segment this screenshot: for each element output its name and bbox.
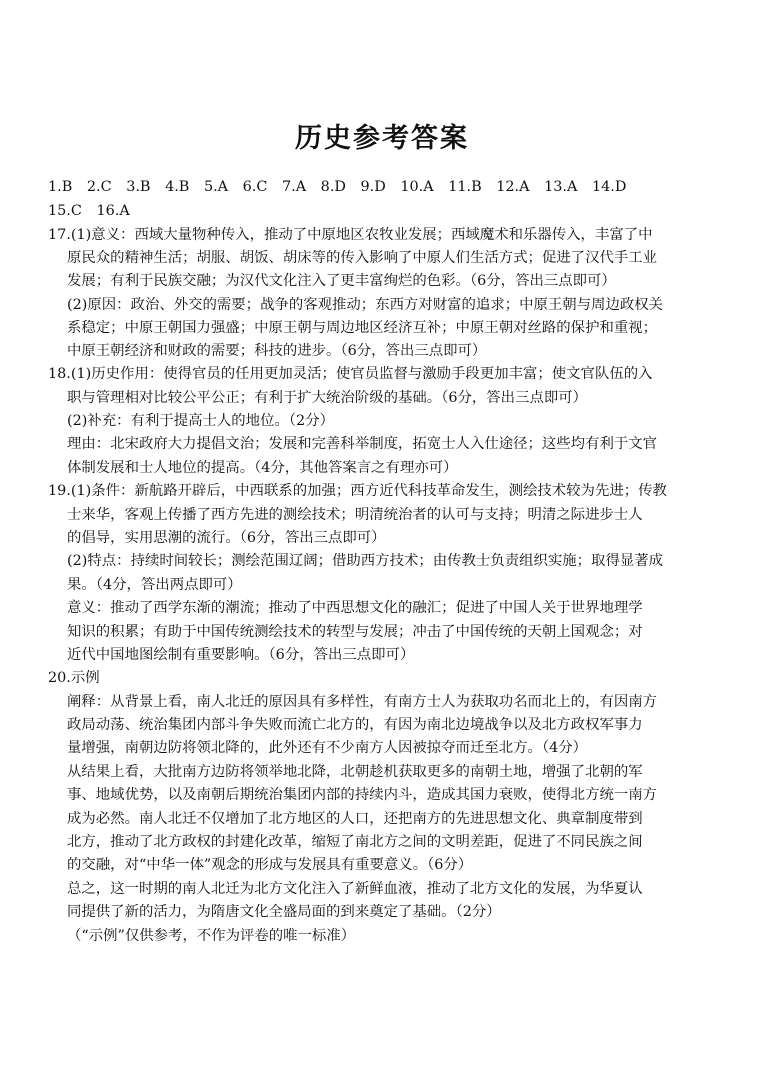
q20-note: （“示例”仅供参考，不作为评卷的唯一标准） — [67, 928, 356, 944]
q18-line: 体制发展和士人地位的提高。（4分，其他答案言之有理亦可） — [67, 460, 458, 476]
q20-line: 政局动荡、统治集团内部斗争失败而流亡北方的，有因为南北边境战争以及北方政权军事力 — [67, 717, 643, 733]
q19-line: 的倡导，实用思潮的流行。（6分，答出三点即可） — [67, 530, 386, 546]
q18-line: 职与管理相对比较公平公正；有利于扩大统治阶级的基础。（6分，答出三点即可） — [67, 390, 588, 406]
q17-line: (2)原因：政治、外交的需要；战争的客观推动；东西方对财富的追求；中原王朝与周边政权关 — [67, 297, 664, 313]
q20-line: 量增强，南朝边防将领北降的，此外还有不少南方人因被掠夺而迁至北方。（4分） — [67, 740, 588, 756]
mcq-answers-row-2: 15.C 16.A — [48, 203, 130, 219]
q20-line: 事、地域优势，以及南朝后期统治集团内部的持续内斗，造成其国力衰败，使得北方统一南方 — [67, 787, 658, 803]
q19-line: 士来华，客观上传播了西方先进的测绘技术；明清统治者的认可与支持；明清之际进步士人 — [67, 507, 643, 523]
q19-line: 19.(1)条件：新航路开辟后，中西联系的加强；西方近代科技革命发生，测绘技术较为先进；传教 — [48, 483, 667, 499]
q17-line: 原民众的精神生活；胡服、胡饭、胡床等的传入影响了中原人们生活方式；促进了汉代手工业 — [67, 250, 658, 266]
q17-line: 中原王朝经济和财政的需要；科技的进步。（6分，答出三点即可） — [67, 343, 487, 359]
q20-line: 的交融，对“中华一体”观念的形成与发展具有重要意义。（6分） — [67, 857, 473, 873]
q20-line: 总之，这一时期的南人北迁为北方文化注入了新鲜血液，推动了北方文化的发展，为华夏认 — [67, 881, 643, 897]
q17-line: 发展；有利于民族交融；为汉代文化注入了更丰富绚烂的色彩。（6分，答出三点即可） — [67, 273, 616, 289]
mcq-answers-row-1: 1.B 2.C 3.B 4.B 5.A 6.C 7.A 8.D 9.D 10.A 11.B 12.A 13.A 14.D — [48, 179, 627, 195]
q17-line: 17.(1)意义：西域大量物种传入，推动了中原地区农牧业发展；西域魔术和乐器传入，丰富了中 — [48, 227, 653, 243]
q20-line: 阐释：从背景上看，南人北迁的原因具有多样性，有南方士人为获取功名而北上的，有因南方 — [67, 694, 658, 710]
q19-line: 意义：推动了西学东渐的潮流；推动了中西思想文化的融汇；促进了中国人关于世界地理学 — [67, 600, 643, 616]
q19-line: 果。（4分，答出两点即可） — [67, 577, 242, 593]
q19-line: 知识的积累；有助于中国传统测绘技术的转型与发展；冲击了中国传统的天朝上国观念；对 — [67, 624, 643, 640]
q20-line: 从结果上看，大批南方边防将领举地北降，北朝趁机获取更多的南朝土地，增强了北朝的军 — [67, 764, 643, 780]
q19-line: 近代中国地图绘制有重要影响。（6分，答出三点即可） — [67, 647, 415, 663]
q20-heading: 20.示例 — [48, 670, 100, 686]
q18-line: 18.(1)历史作用：使得官员的任用更加灵活；使官员监督与激励手段更加丰富；使文官队伍的入 — [48, 366, 653, 382]
q20-line: 北方，推动了北方政权的封建化改革，缩短了南北方之间的文明差距，促进了不同民族之间 — [67, 834, 643, 850]
q17-line: 系稳定；中原王朝国力强盛；中原王朝与周边地区经济互补；中原王朝对丝路的保护和重视； — [67, 320, 658, 336]
q20-line: 同提供了新的活力，为隋唐文化全盛局面的到来奠定了基础。（2分） — [67, 904, 501, 920]
q18-line: (2)补充：有利于提高士人的地位。（2分） — [67, 413, 334, 429]
q19-line: (2)特点：持续时间较长；测绘范围辽阔；借助西方技术；由传教士负责组织实施；取得显著成 — [67, 553, 664, 569]
q18-line: 理由：北宋政府大力提倡文治；发展和完善科举制度，拓宽士人入仕途径；这些均有利于文官 — [67, 436, 658, 452]
q20-line: 成为必然。南人北迁不仅增加了北方地区的人口，还把南方的先进思想文化、典章制度带到 — [67, 811, 643, 827]
page-title: 历史参考答案 — [295, 123, 469, 154]
